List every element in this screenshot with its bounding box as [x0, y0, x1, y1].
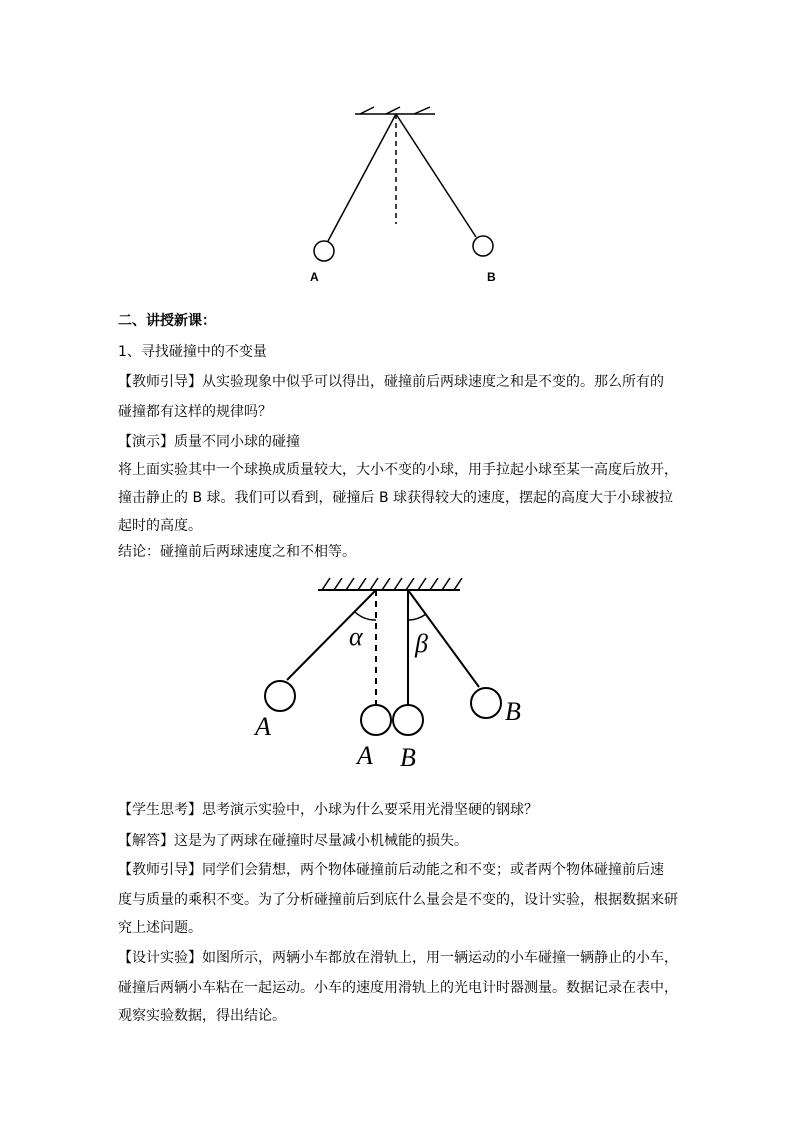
ceiling-hatch: [414, 107, 430, 114]
teacher-guide-1-line-2: 碰撞都有这样的规律吗？: [118, 404, 272, 420]
design-experiment-line-2: 碰撞后两辆小车粘在一起运动。小车的速度用滑轨上的光电计时器测量。数据记录在表中，: [118, 980, 678, 996]
demo-desc-line-3: 起时的高度。: [118, 518, 202, 534]
demo-title: 【演示】质量不同小球的碰撞: [118, 434, 300, 450]
subheading: 1、寻找碰撞中的不变量: [118, 344, 267, 360]
teacher-guide-2-line-3: 究上述问题。: [118, 920, 202, 936]
label-a-left: A: [255, 712, 271, 741]
string-b: [396, 114, 476, 237]
ball-a-rest: [361, 705, 391, 735]
teacher-guide-2-line-1: 【教师引导】同学们会猜想，两个物体碰撞前后动能之和不变；或者两个物体碰撞前后速: [118, 862, 664, 878]
label-b-right: B: [505, 697, 521, 726]
answer: 【解答】这是为了两球在碰撞时尽量减小机械能的损失。: [118, 833, 468, 849]
design-experiment-line-3: 观察实验数据，得出结论。: [118, 1008, 286, 1024]
string-a: [328, 114, 396, 241]
demo-desc-line-2: 撞击静止的 B 球。我们可以看到，碰撞后 B 球获得较大的速度，摆起的高度大于小球被拉: [118, 490, 674, 506]
label-alpha: α: [349, 622, 363, 651]
ball-a-raised: [265, 681, 295, 711]
pendulum-figure-1: [300, 100, 500, 290]
ball-a: [314, 241, 334, 261]
ceiling-hatch: [360, 107, 374, 114]
label-a-bottom: A: [357, 741, 373, 770]
pendulum-figure-2: [245, 568, 545, 778]
conclusion: 结论：碰撞前后两球速度之和不相等。: [118, 544, 356, 560]
teacher-guide-2-line-2: 度与质量的乘积不变。为了分析碰撞前后到底什么量会是不变的，设计实验，根据数据来研: [118, 892, 678, 908]
angle-arc-beta: [408, 614, 426, 620]
ceiling-hatch: [386, 107, 400, 114]
ball-b: [473, 236, 493, 256]
ball-b-raised: [471, 688, 501, 718]
design-experiment-line-1: 【设计实验】如图所示，两辆小车都放在滑轨上，用一辆运动的小车碰撞一辆静止的小车，: [118, 950, 678, 966]
label-b: B: [487, 270, 496, 284]
label-beta: β: [415, 629, 428, 658]
demo-desc-line-1: 将上面实验其中一个球换成质量较大，大小不变的小球，用手拉起小球至某一高度后放开，: [118, 462, 678, 478]
label-a: A: [310, 270, 319, 284]
ceiling-hatching: [322, 578, 462, 590]
student-think: 【学生思考】思考演示实验中，小球为什么要采用光滑坚硬的钢球？: [118, 802, 538, 818]
label-b-bottom: B: [400, 743, 416, 772]
section-heading: 二、讲授新课：: [118, 313, 216, 329]
teacher-guide-1-line-1: 【教师引导】从实验现象中似乎可以得出，碰撞前后两球速度之和是不变的。那么所有的: [118, 374, 664, 390]
angle-arc-alpha: [355, 612, 376, 620]
ball-b-rest: [393, 705, 423, 735]
